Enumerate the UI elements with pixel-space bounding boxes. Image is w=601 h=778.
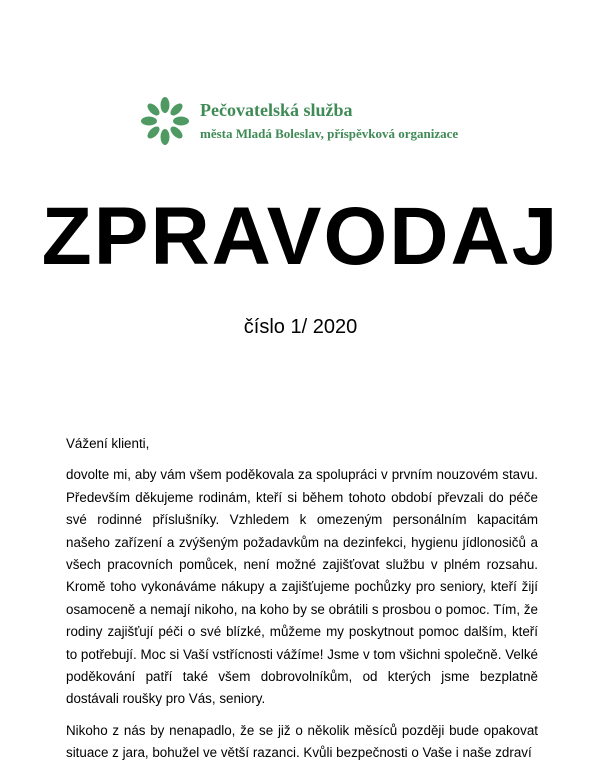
newsletter-title: ZPRAVODAJ (41, 191, 560, 282)
letter-body (66, 433, 538, 774)
issue-number: číslo 1/ 2020 (243, 316, 358, 338)
letter-paragraph-2: Nikoho z nás by nenapadlo, že se již o několik měsíců později bude opakovat situace z jara, bohužel ve větší razanci. Kvůli bezpečnosti o Vaše i naše zdraví (66, 722, 538, 761)
letter-greeting: Vážení klienti, (66, 436, 150, 451)
organization-subtitle: města Mladá Boleslav, příspěvková organizace (200, 126, 459, 141)
letter-paragraph-1: dovolte mi, aby vám všem poděkovala za spolupráci v prvním nouzovém stavu. Především děkujeme rodinám, kteří si během tohoto období převzali do péče své rodinné příslušníky. Vzhledem k omezeným personálním kapacitám našeho zařízení a zvýšeným požadavkům na dezinfekci, hygienu jídlonosičů a všech pracovních pomůcek, není možné zajišťovat službu v plném rozsahu. Kromě toho vykonáváme nákupy a zajišťujeme pochůzky pro seniory, kteří žijí osamoceně a nemají nikoho, na koho by se obrátili s prosbou o pomoc. Tím, že rodiny zajišťují péči o své blízké, můžeme my poskytnout pomoc dalším, kteří to potřebují. Moc si Vaší vstřícnosti vážíme! Jsme v tom všichni společně. Velké poděkování patří také všem dobrovolníkům, od kterých jsme bezplatně dostávali roušky pro Vás, seniory. (66, 467, 538, 707)
flower-icon (140, 96, 190, 146)
organization-name: Pečovatelská služba (200, 100, 353, 120)
